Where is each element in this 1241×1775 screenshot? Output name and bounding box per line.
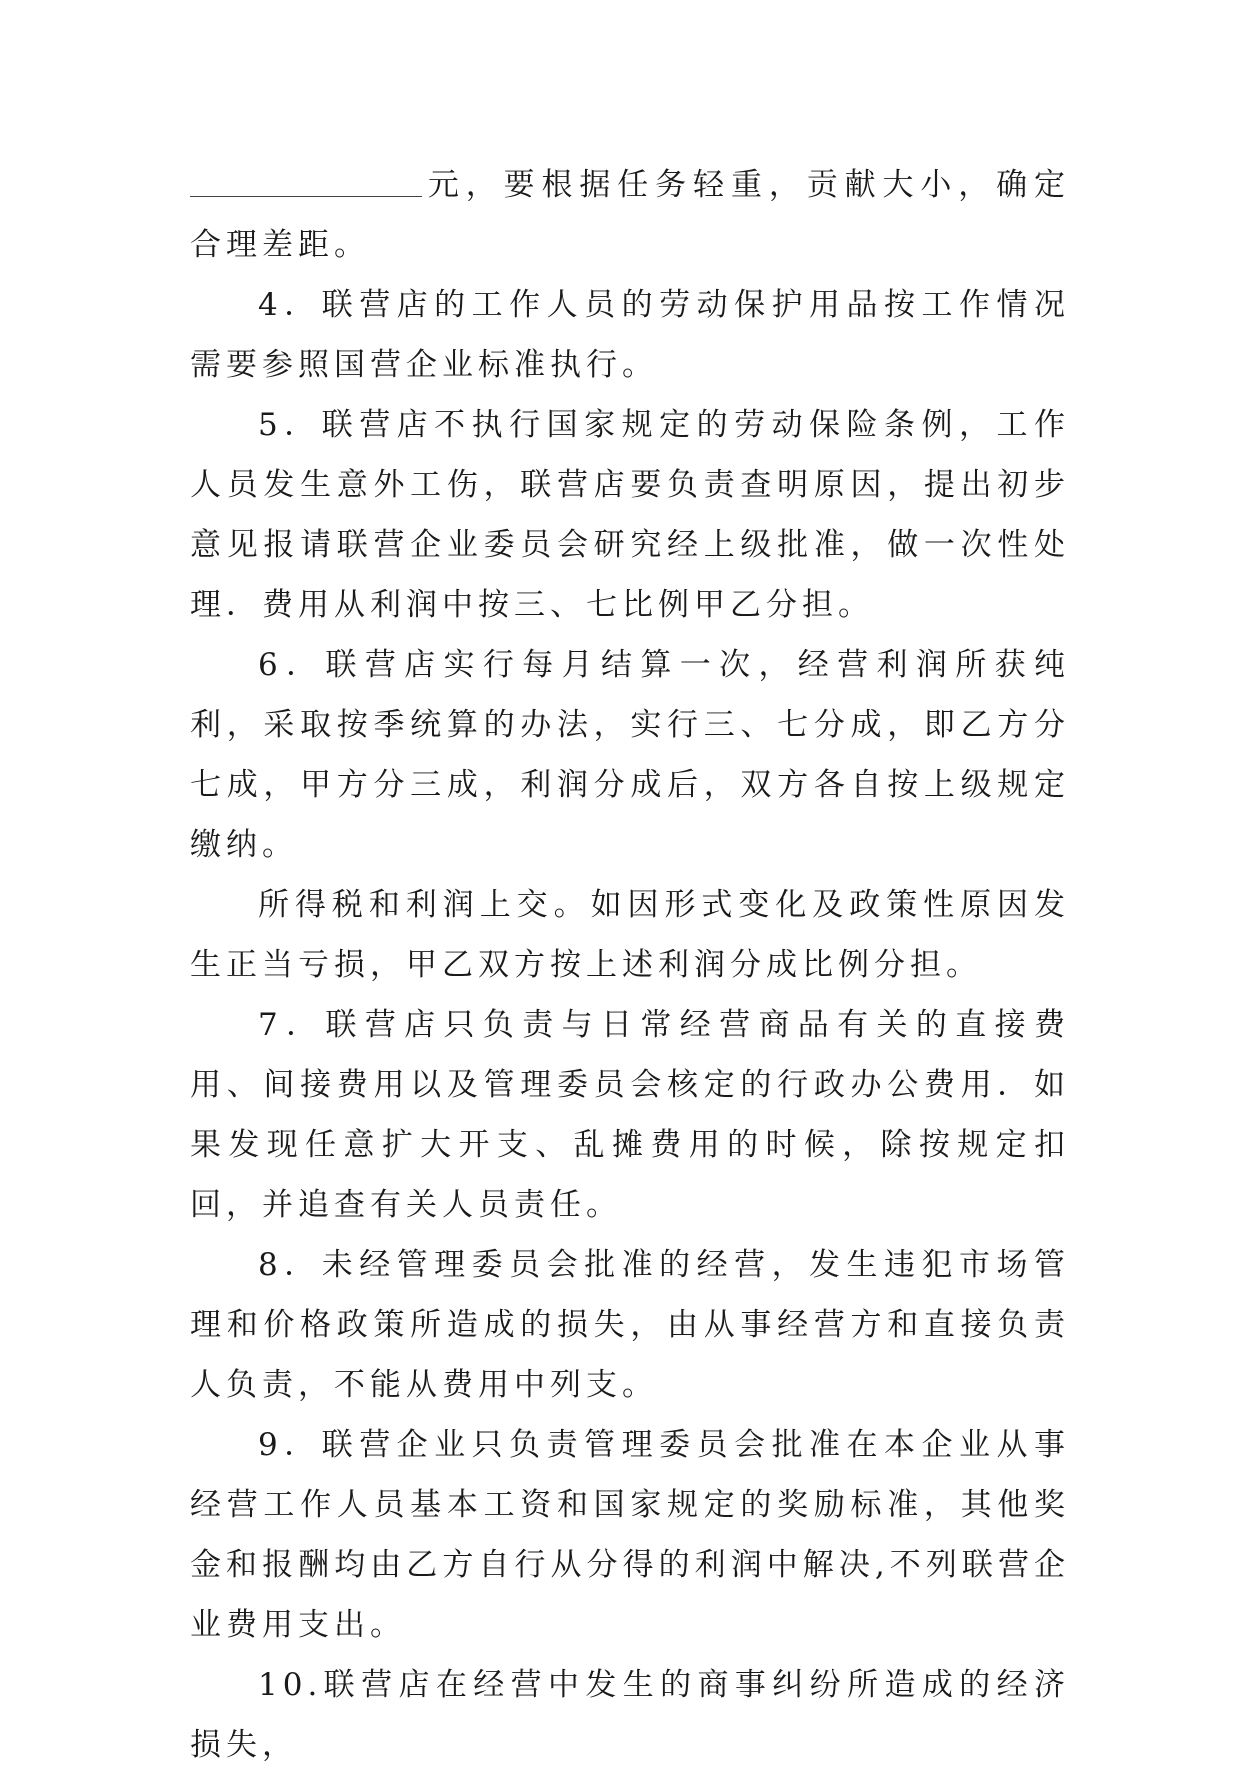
clause-6: 6．联营店实行每月结算一次，经营利润所获纯利，采取按季统算的办法，实行三、七分成，即乙方分七成，甲方分三成，利润分成后，双方各自按上级规定缴纳。: [190, 647, 1070, 863]
clause-10: 10.联营店在经营中发生的商事纠纷所造成的经济损失，: [190, 1667, 1070, 1763]
clause-9: 9．联营企业只负责管理委员会批准在本企业从事经营工作人员基本工资和国家规定的奖励标准，其他奖金和报酬均由乙方自行从分得的利润中解决,不列联营企业费用支出。: [190, 1427, 1070, 1643]
clause-7: 7．联营店只负责与日常经营商品有关的直接费用、间接费用以及管理委员会核定的行政办公费用．如果发现任意扩大开支、乱摊费用的时候，除按规定扣回，并追查有关人员责任。: [190, 1007, 1070, 1223]
clause-6-continuation: 所得税和利润上交。如因形式变化及政策性原因发生正当亏损，甲乙双方按上述利润分成比例分担。: [190, 887, 1070, 983]
paragraph-continuation-text: 元，要根据任务轻重，贡献大小，确定合理差距。: [190, 167, 1070, 263]
clause-8: 8．未经管理委员会批准的经营，发生违犯市场管理和价格政策所造成的损失，由从事经营方和直接负责人负责，不能从费用中列支。: [190, 1247, 1070, 1403]
fill-in-blank: [190, 166, 422, 197]
clause-4: 4．联营店的工作人员的劳动保护用品按工作情况需要参照国营企业标准执行。: [190, 287, 1070, 383]
document-page: [190, 155, 1070, 1775]
paragraph-continuation: [190, 155, 1070, 275]
clause-5: 5．联营店不执行国家规定的劳动保险条例，工作人员发生意外工伤，联营店要负责查明原因，提出初步意见报请联营企业委员会研究经上级批准，做一次性处理．费用从利润中按三、七比例甲乙分担。: [190, 407, 1070, 623]
